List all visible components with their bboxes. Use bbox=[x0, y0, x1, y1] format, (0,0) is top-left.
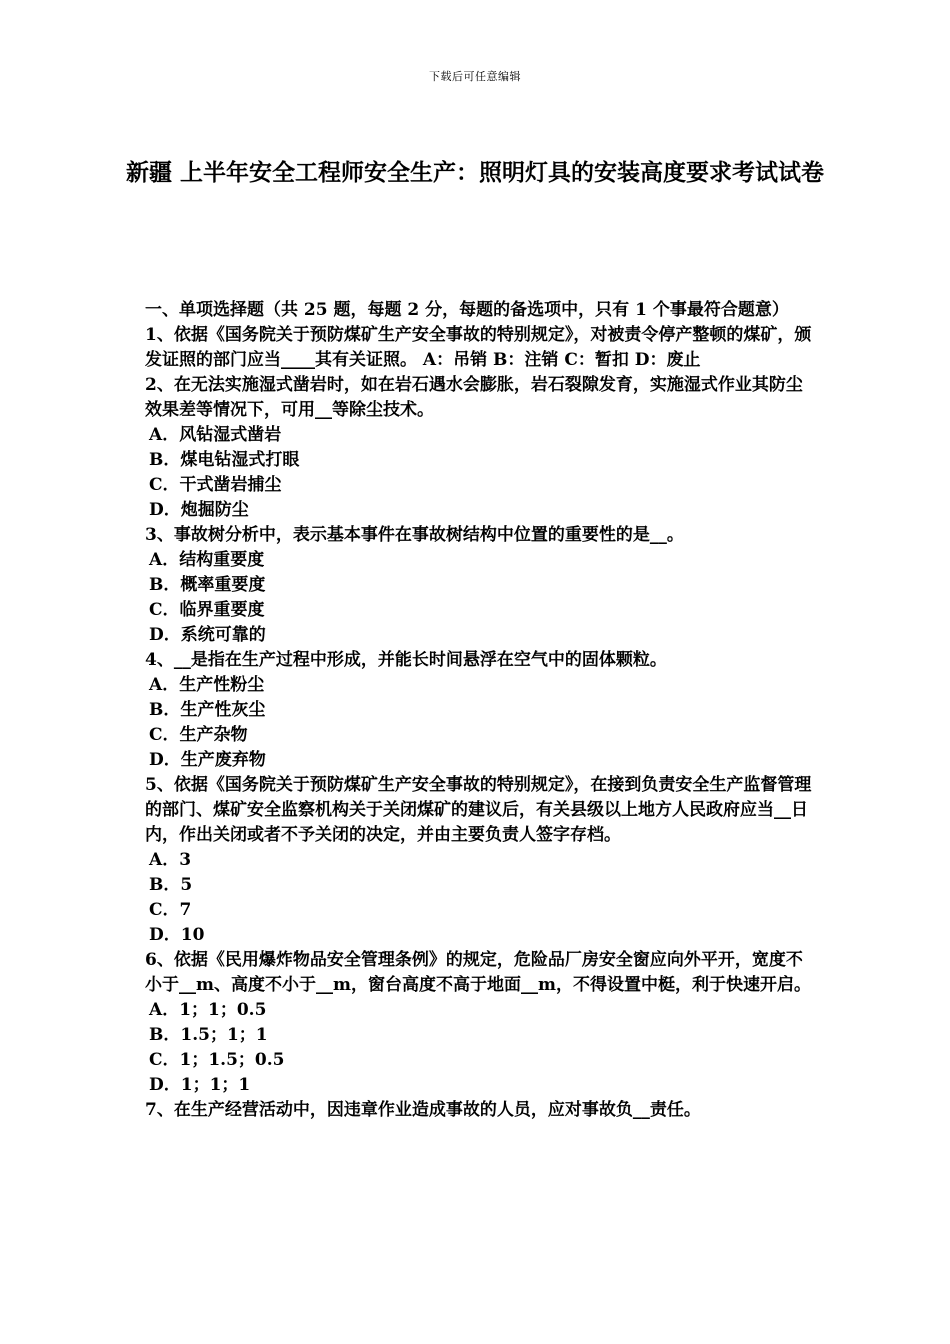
option-c: C．1；1.5；0.5 bbox=[149, 1050, 285, 1070]
question-stem: 3、事故树分析中，表示基本事件在事故树结构中位置的重要性的是__。 bbox=[145, 525, 684, 545]
option-c: C．干式凿岩捕尘 bbox=[149, 475, 282, 495]
section-heading: 一、单项选择题（共 25 题，每题 2 分，每题的备选项中，只有 1 个事最符合题意） bbox=[145, 300, 789, 320]
question-2 bbox=[145, 373, 813, 523]
option-d: D．1；1；1 bbox=[149, 1075, 251, 1095]
exam-content bbox=[145, 298, 813, 1123]
question-stem: 6、依据《民用爆炸物品安全管理条例》的规定，危险品厂房安全窗应向外平开，宽度不小于__m、高度不小于__m，窗台高度不高于地面__m，不得设置中梃，利于快速开启。 bbox=[145, 950, 811, 995]
option-b: B．生产性灰尘 bbox=[149, 700, 266, 720]
option-d: D．10 bbox=[149, 925, 205, 945]
question-3 bbox=[145, 523, 813, 648]
option-a: A．生产性粉尘 bbox=[149, 675, 265, 695]
option-a: A．结构重要度 bbox=[149, 550, 265, 570]
question-5 bbox=[145, 773, 813, 948]
option-d: D．生产废弃物 bbox=[149, 750, 266, 770]
header-note: 下载后可任意编辑 bbox=[429, 70, 521, 83]
question-stem: 4、__是指在生产过程中形成，并能长时间悬浮在空气中的固体颗粒。 bbox=[145, 650, 667, 670]
question-6 bbox=[145, 948, 813, 1098]
option-c: C．临界重要度 bbox=[149, 600, 265, 620]
option-a: A．风钻湿式凿岩 bbox=[149, 425, 282, 445]
question-7 bbox=[145, 1098, 813, 1123]
question-stem: 7、在生产经营活动中，因违章作业造成事故的人员，应对事故负__责任。 bbox=[145, 1100, 701, 1120]
option-a: A．1；1；0.5 bbox=[149, 1000, 267, 1020]
option-b: B．5 bbox=[149, 875, 193, 895]
question-stem: 5、依据《国务院关于预防煤矿生产安全事故的特别规定》，在接到负责安全生产监督管理的部门、煤矿安全监察机构关于关闭煤矿的建议后，有关县级以上地方人民政府应当__日内，作出关闭或者不予关闭的决定，并由主要负责人签字存档。 bbox=[145, 775, 812, 845]
option-a: A．3 bbox=[149, 850, 192, 870]
option-b: B．1.5；1；1 bbox=[149, 1025, 268, 1045]
question-1 bbox=[145, 323, 813, 373]
option-d: D．炮掘防尘 bbox=[149, 500, 249, 520]
option-c: C．7 bbox=[149, 900, 192, 920]
document-title: 新疆 上半年安全工程师安全生产：照明灯具的安装高度要求考试试卷 bbox=[125, 159, 824, 186]
question-stem: 1、依据《国务院关于预防煤矿生产安全事故的特别规定》，对被责令停产整顿的煤矿，颁发证照的部门应当____其有关证照。 A：吊销 B：注销 C：暂扣 D：废止 bbox=[145, 325, 812, 370]
option-b: B．概率重要度 bbox=[149, 575, 266, 595]
option-b: B．煤电钻湿式打眼 bbox=[149, 450, 300, 470]
option-d: D．系统可靠的 bbox=[149, 625, 266, 645]
question-stem: 2、在无法实施湿式凿岩时，如在岩石遇水会膨胀，岩石裂隙发育，实施湿式作业其防尘效果差等情况下，可用__等除尘技术。 bbox=[145, 375, 803, 420]
option-c: C．生产杂物 bbox=[149, 725, 248, 745]
question-4 bbox=[145, 648, 813, 773]
